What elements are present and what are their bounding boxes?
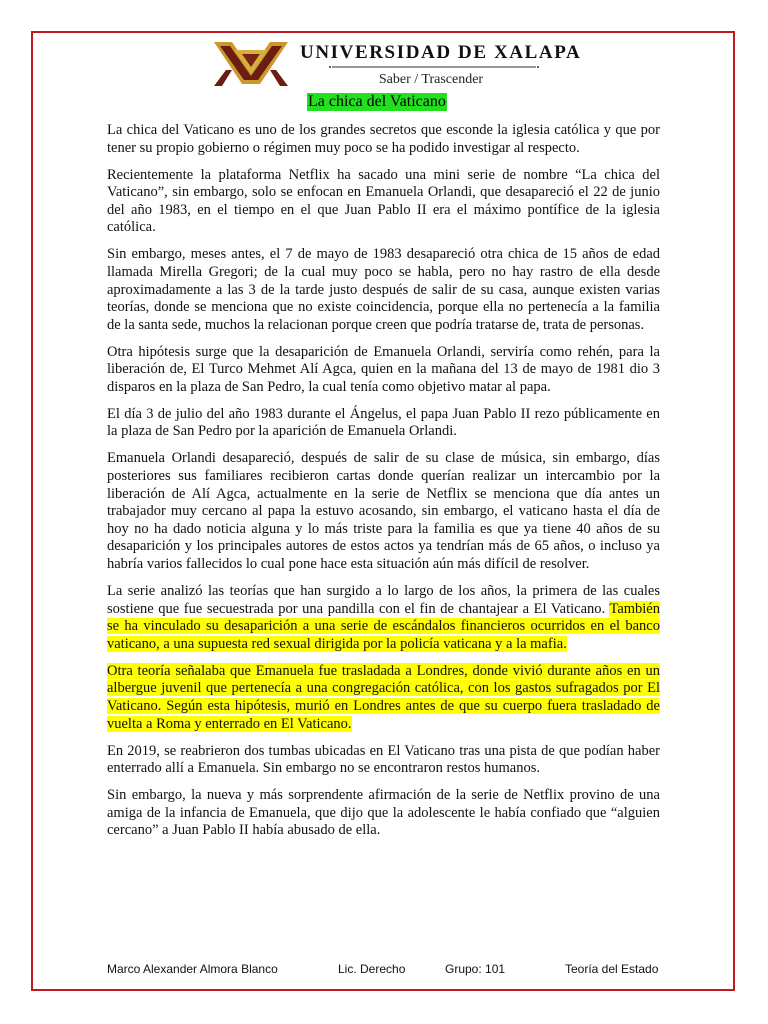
paragraph bbox=[107, 663, 660, 733]
paragraph-text: El día 3 de julio del año 1983 durante el Ángelus, el papa Juan Pablo II rezo públicamente en la plaza de San Pedro por la aparición de Emanuela Orlandi. bbox=[107, 405, 660, 440]
document-title: La chica del Vaticano bbox=[308, 93, 446, 110]
highlighted-text: Otra teoría señalaba que Emanuela fue trasladada a Londres, donde vivió durante años en un albergue juvenil que pertenecía a una congregación católica, con los gastos sufragados por El Vaticano. Según esta hipótesis, murió en Londres antes de que su cuerpo fuera trasladado de vuelta a Roma y enterrado en El Vaticano. bbox=[107, 662, 660, 732]
paragraph-text: En 2019, se reabrieron dos tumbas ubicadas en El Vaticano tras una pista de que podían haber enterrado allí a Emanuela. Sin embargo no se encontraron restos humanos. bbox=[107, 742, 660, 777]
paragraph-text: Sin embargo, la nueva y más sorprendente afirmación de la serie de Netflix provino de una amiga de la infancia de Emanuela, que dijo que la adolescente le había confiado que “alguien cercano” a Juan Pablo II había abusado de ella. bbox=[107, 787, 660, 839]
footer-career: Lic. Derecho bbox=[338, 962, 406, 976]
paragraph bbox=[107, 450, 660, 573]
university-motto: Saber / Trascender bbox=[378, 72, 484, 87]
highlighted-text: También se ha vinculado su desaparición a una serie de escándalos financieros ocurridos en el banco vaticano, a una supuesta red sexual dirigida por la policía vaticana y a la mafia. bbox=[107, 600, 660, 652]
university-logo-icon bbox=[212, 40, 290, 86]
motto-divider bbox=[328, 66, 540, 68]
paragraph-text: Recientemente la plataforma Netflix ha sacado una mini serie de nombre “La chica del Vaticano”, sin embargo, solo se enfocan en Emanuela Orlandi, que desapareció el 22 de junio del año 1983, en el tiempo en el que Juan Pablo II era el máximo pontífice de la iglesia católica. bbox=[107, 166, 660, 236]
paragraph bbox=[107, 344, 660, 397]
paragraph bbox=[107, 583, 660, 653]
university-name: UNIVERSIDAD DE XALAPA bbox=[300, 42, 582, 63]
paragraph-text: Sin embargo, meses antes, el 7 de mayo de 1983 desapareció otra chica de 15 años de edad llamada Mirella Gregori; de la cual muy poco se habla, pero no hay rastro de ella desde aproximadamente a las 3 de la tarde justo después de salir de su casa, aunque existen varias teorías, donde se menciona que no existe coincidencia, porque ella no pertenecía a la familia de la santa sede, muchos la relacionan porque creen que podría tratarse de, trata de personas. bbox=[107, 246, 660, 333]
paragraph bbox=[107, 167, 660, 237]
paragraph bbox=[107, 406, 660, 441]
paragraph bbox=[107, 743, 660, 778]
footer-author: Marco Alexander Almora Blanco bbox=[107, 962, 278, 976]
footer-group: Grupo: 101 bbox=[445, 962, 506, 976]
paragraph-text: Otra hipótesis surge que la desaparición de Emanuela Orlandi, serviría como rehén, para la liberación de, El Turco Mehmet Alí Agca, quien en la mañana del 13 de mayo de 1981 dio 3 disparos en la plaza de San Pedro, la cual tenía como objetivo matar al papa. bbox=[107, 343, 660, 395]
footer-subject: Teoría del Estado bbox=[565, 962, 659, 976]
paragraph-text: La chica del Vaticano es uno de los grandes secretos que esconde la iglesia católica y que por tener su propio gobierno o régimen muy poco se ha podido investigar al respecto. bbox=[107, 122, 660, 156]
paragraph bbox=[107, 246, 660, 334]
paragraph bbox=[107, 787, 660, 840]
paragraph-text: Emanuela Orlandi desapareció, después de salir de su clase de música, sin embargo, días posteriores sus familiares recibieron cartas donde querían realizar un intercambio por la liberación de Alí Agca, actualmente en la serie de Netflix se menciona que día antes un trabajador muy cercano al papa la estuvo acosando, sin embargo, el vaticano hasta el día de hoy no ha dado noticia alguna y lo más triste para la familia es que ya tiene 40 años de su desaparición y los principales autores de estos actos ya tendrían más de 65 años, o incluso ya habría varios fallecidos lo cual pone hace esta situación aún más difícil de resolver. bbox=[107, 450, 660, 573]
document-body bbox=[107, 122, 660, 849]
paragraph-text: La serie analizó las teorías que han surgido a lo largo de los años, la primera de las cuales sostiene que fue secuestrada por una pandilla con el fin de chantajear a El Vaticano. bbox=[107, 583, 660, 617]
paragraph bbox=[107, 122, 660, 157]
